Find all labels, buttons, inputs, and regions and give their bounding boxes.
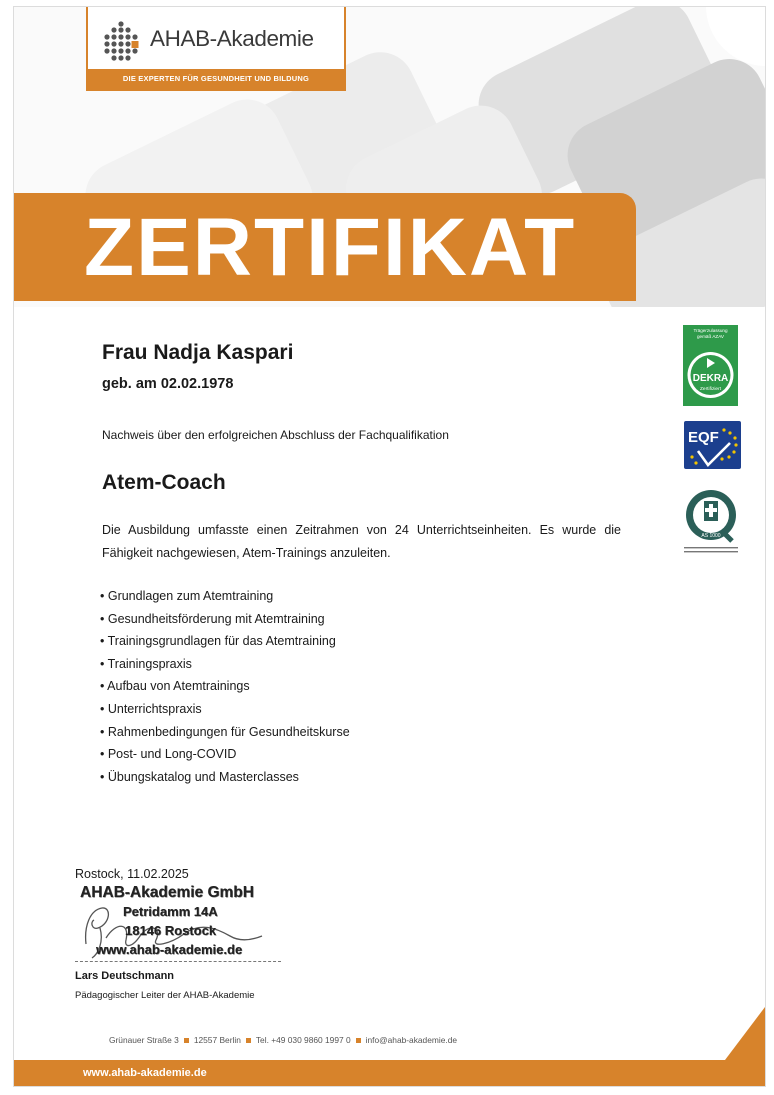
stamp-street: Petridamm 14A <box>123 904 218 919</box>
dekra-line2: gemäß AZAV <box>697 334 724 339</box>
module-item: • Aufbau von Atemtrainings <box>100 679 250 694</box>
bullet-icon <box>246 1038 251 1043</box>
eqf-label: EQF <box>688 429 719 446</box>
logo-name: AHAB-Akademie <box>150 26 314 51</box>
signature-line <box>75 961 281 962</box>
module-item: • Post- und Long-COVID <box>100 747 237 762</box>
footer-wedge <box>725 1007 765 1060</box>
title-banner <box>14 193 636 301</box>
dot-grid-icon <box>101 21 141 61</box>
signer-role: Pädagogischer Leiter der AHAB-Akademie <box>75 990 255 1001</box>
module-item: • Trainingspraxis <box>100 656 192 671</box>
stamp-url: www.ahab-akademie.de <box>96 942 243 957</box>
dekra-line1: Trägerzulassung <box>693 328 728 333</box>
as1000-seal-icon <box>682 487 740 555</box>
footer-contact <box>109 1035 457 1045</box>
module-item: • Trainingsgrundlagen für das Atemtraining <box>100 634 336 649</box>
dekra-sub: Zertifiziert <box>699 387 722 392</box>
place-date: Rostock, 11.02.2025 <box>75 867 189 881</box>
footer-phone: Tel. +49 030 9860 1997 0 <box>255 1035 351 1045</box>
certificate-title: ZERTIFIKAT <box>84 202 577 293</box>
module-list <box>100 585 350 788</box>
module-item: • Gesundheitsförderung mit Atemtraining <box>100 611 325 626</box>
dekra-seal-icon <box>683 325 738 406</box>
logo <box>86 6 346 91</box>
stamp-city: 18146 Rostock <box>125 923 217 938</box>
signer-name: Lars Deutschmann <box>75 970 175 982</box>
bullet-icon <box>356 1038 361 1043</box>
module-item: • Rahmenbedingungen für Gesundheitskurse <box>100 724 350 739</box>
bullet-icon <box>184 1038 189 1043</box>
footer-website-link[interactable]: www.ahab-akademie.de <box>83 1067 207 1079</box>
dekra-brand: DEKRA <box>692 373 729 384</box>
as-label: AS 1000 <box>701 533 721 539</box>
footer-street: Grünauer Straße 3 <box>109 1035 179 1045</box>
module-item: • Grundlagen zum Atemtraining <box>100 589 274 603</box>
company-stamp <box>80 884 276 966</box>
logo-tagline: DIE EXPERTEN FÜR GESUNDHEIT UND BILDUNG <box>88 69 344 89</box>
footer-email[interactable]: info@ahab-akademie.de <box>365 1035 458 1045</box>
proof-statement: Nachweis über den erfolgreichen Abschluss der Fachqualifikation <box>102 428 449 442</box>
module-item: • Unterrichtspraxis <box>100 701 202 716</box>
footer-city: 12557 Berlin <box>193 1035 241 1045</box>
recipient-birthdate: geb. am 02.02.1978 <box>102 376 234 392</box>
module-item: • Übungskatalog und Masterclasses <box>100 769 299 784</box>
eqf-seal-icon <box>684 421 741 469</box>
course-description: Die Ausbildung umfasste einen Zeitrahmen von 24 Unterrichtseinheiten. Es wurde die Fähigkeit nachgewiesen, Atem-Trainings anzuleiten. <box>102 523 621 560</box>
stamp-company: AHAB-Akademie GmbH <box>80 884 254 901</box>
footer-bar <box>14 1060 765 1087</box>
course-title: Atem-Coach <box>102 471 226 494</box>
recipient-name: Frau Nadja Kaspari <box>102 341 294 364</box>
certificate-page <box>13 6 766 1087</box>
